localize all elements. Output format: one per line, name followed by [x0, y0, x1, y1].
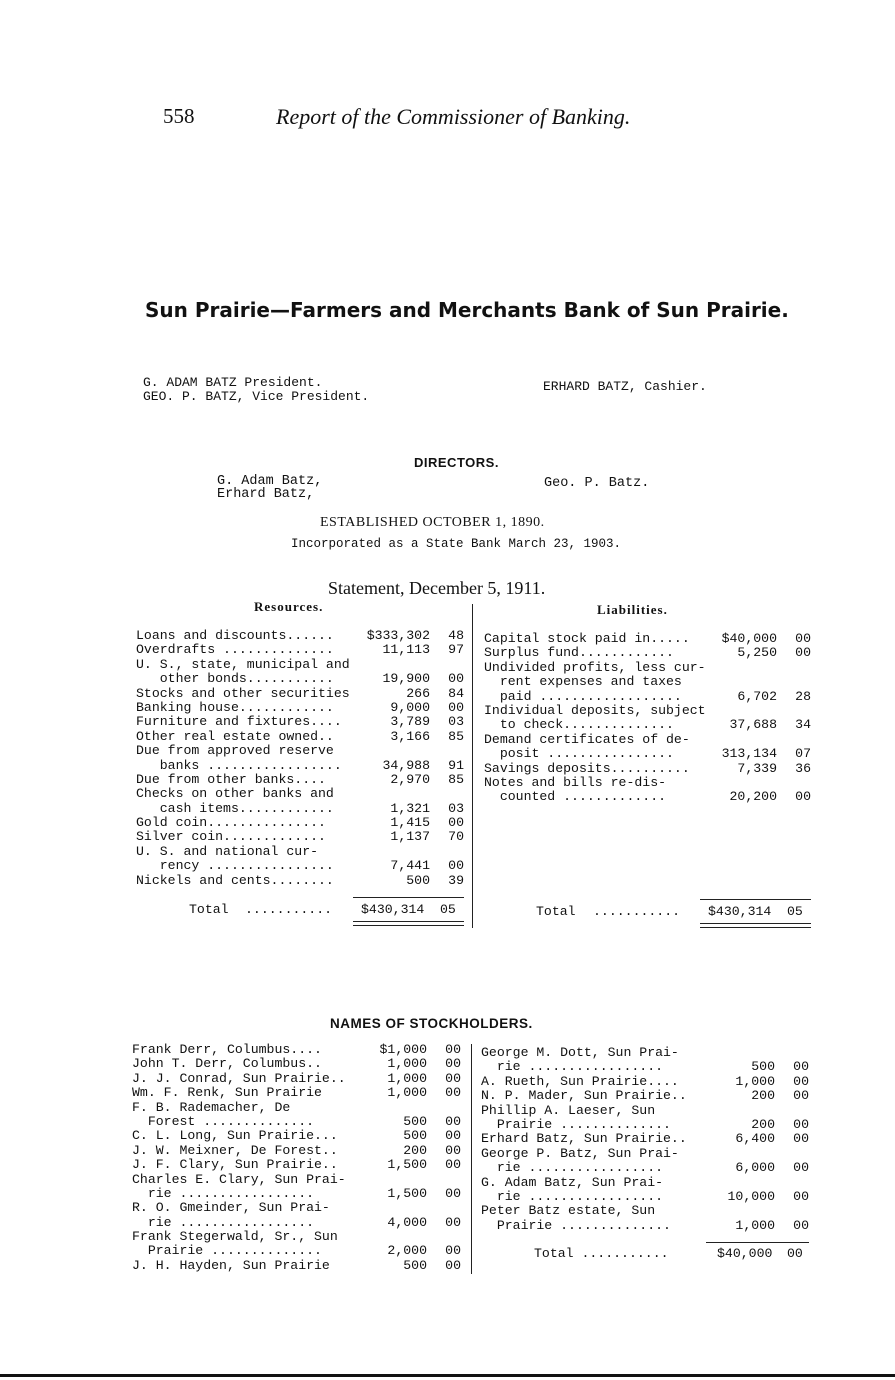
stockholder-row-dollars: 500	[403, 1113, 427, 1129]
resource-row-label: Due from approved reserve	[136, 743, 334, 759]
stockholders-column-divider	[471, 1044, 472, 1274]
stockholder-row	[132, 1216, 461, 1230]
liability-row-cents: 00	[795, 789, 811, 805]
resource-row-label: Checks on other banks and	[136, 786, 334, 802]
stockholder-row-cents: 00	[793, 1160, 809, 1176]
liability-row	[484, 661, 811, 675]
liability-row	[484, 690, 811, 704]
officer-president: G. ADAM BATZ President.	[143, 375, 323, 390]
resources-total-cents: 05	[440, 902, 456, 917]
stockholder-row	[132, 1173, 461, 1187]
liability-row	[484, 747, 811, 761]
liability-row-dollars: 313,134	[721, 746, 777, 762]
liability-row-label: to check..............	[484, 717, 674, 733]
established-line: ESTABLISHED OCTOBER 1, 1890.	[320, 515, 545, 530]
resource-row	[136, 629, 464, 643]
officer-cashier: ERHARD BATZ, Cashier.	[543, 379, 707, 394]
liability-row	[484, 733, 811, 747]
stockholder-row-cents: 00	[445, 1070, 461, 1086]
resource-row-label: other bonds...........	[136, 671, 334, 687]
liability-row	[484, 646, 811, 660]
stockholder-row-label: John T. Derr, Columbus..	[132, 1056, 322, 1072]
stockholder-row-label: Charles E. Clary, Sun Prai-	[132, 1171, 346, 1187]
resource-row-dollars: 1,321	[390, 800, 430, 816]
stockholder-row-label: A. Rueth, Sun Prairie....	[481, 1073, 679, 1089]
stockholder-row-label: J. F. Clary, Sun Prairie..	[132, 1157, 338, 1173]
resource-row-cents: 39	[448, 872, 464, 888]
stockholder-row-cents: 00	[445, 1142, 461, 1158]
stockholder-row	[132, 1101, 461, 1115]
liability-row	[484, 718, 811, 732]
resource-row-cents: 00	[448, 699, 464, 715]
stockholder-row-cents: 00	[445, 1157, 461, 1173]
stockholder-row	[132, 1259, 461, 1273]
stockholder-row-cents: 00	[793, 1188, 809, 1204]
resource-row-cents: 03	[448, 714, 464, 730]
liability-row-label: counted .............	[484, 789, 667, 805]
stockholder-row-label: rie .................	[132, 1185, 315, 1201]
stockholder-row-cents: 00	[445, 1042, 461, 1057]
liability-row-label: Demand certificates of de-	[484, 731, 690, 747]
liability-row-dollars: 7,339	[737, 760, 777, 776]
director-left-2: Erhard Batz,	[217, 487, 315, 502]
resource-row-cents: 91	[448, 757, 464, 773]
resource-row-dollars: 3,166	[390, 728, 430, 744]
incorporated-line: Incorporated as a State Bank March 23, 1903.	[291, 537, 622, 551]
liability-row-label: posit ................	[484, 746, 674, 762]
resource-row-cents: 84	[448, 685, 464, 701]
resource-row-dollars: 1,415	[390, 815, 430, 831]
stockholder-row	[481, 1204, 809, 1218]
liabilities-total-dollars: $430,314	[708, 904, 772, 919]
resource-row-dollars: 1,137	[390, 829, 430, 845]
stockholder-row	[481, 1104, 809, 1118]
resource-row	[136, 715, 464, 729]
stockholder-row-dollars: 500	[751, 1059, 775, 1075]
resource-row	[136, 744, 464, 758]
stockholder-row-label: N. P. Mader, Sun Prairie..	[481, 1088, 687, 1104]
stockholder-row-label: Erhard Batz, Sun Prairie..	[481, 1131, 687, 1147]
stockholder-row-label: J. W. Meixner, De Forest..	[132, 1142, 338, 1158]
resource-row-label: Gold coin...............	[136, 815, 326, 831]
stockholder-row	[481, 1075, 809, 1089]
resource-row	[136, 759, 464, 773]
stockholder-row	[132, 1201, 461, 1215]
stockholder-row	[132, 1187, 461, 1201]
resource-row	[136, 874, 464, 888]
director-right: Geo. P. Batz.	[544, 476, 650, 491]
stockholder-row-label: Prairie ..............	[481, 1116, 671, 1132]
liability-row-dollars: $40,000	[721, 631, 777, 646]
stockholder-row-dollars: 200	[403, 1142, 427, 1158]
stockholder-row-dollars: 1,000	[387, 1056, 427, 1072]
stockholders-total-rule	[706, 1242, 809, 1243]
resource-row-cents: 85	[448, 728, 464, 744]
resource-row	[136, 787, 464, 801]
stockholder-row-label: rie .................	[481, 1188, 664, 1204]
stockholder-row	[481, 1190, 809, 1204]
stockholder-row	[132, 1158, 461, 1172]
stockholder-row-cents: 00	[793, 1073, 809, 1089]
stockholder-row-label: Prairie ..............	[132, 1243, 322, 1259]
resource-row-dollars: 500	[406, 872, 430, 888]
resource-row-label: Banking house............	[136, 699, 334, 715]
stockholders-total-dollars: $40,000	[717, 1246, 773, 1261]
stockholder-row-dollars: 1,000	[387, 1070, 427, 1086]
resource-row-label: Furniture and fixtures....	[136, 714, 342, 730]
stockholder-row-label: R. O. Gmeinder, Sun Prai-	[132, 1200, 330, 1216]
stockholder-row	[132, 1072, 461, 1086]
resource-row	[136, 845, 464, 859]
resource-row-dollars: 34,988	[382, 757, 430, 773]
liability-row-label: Capital stock paid in.....	[484, 631, 690, 646]
statement-column-divider	[472, 604, 473, 928]
resource-row	[136, 859, 464, 873]
stockholder-row-label: J. J. Conrad, Sun Prairie..	[132, 1070, 346, 1086]
liability-row-cents: 28	[795, 688, 811, 704]
resource-row-label: Other real estate owned..	[136, 728, 334, 744]
resource-row-label: Loans and discounts......	[136, 628, 334, 643]
resources-total-double-rule	[353, 921, 464, 926]
liability-row-label: rent expenses and taxes	[484, 674, 682, 690]
statement-title: Statement, December 5, 1911.	[328, 578, 546, 598]
stockholder-row-label: George M. Dott, Sun Prai-	[481, 1045, 679, 1060]
officer-vice-president: GEO. P. BATZ, Vice President.	[143, 389, 370, 404]
resource-row-dollars: $333,302	[366, 628, 430, 643]
resource-row-cents: 85	[448, 771, 464, 787]
stockholders-heading: NAMES OF STOCKHOLDERS.	[330, 1016, 533, 1031]
stockholder-row-cents: 00	[793, 1131, 809, 1147]
stockholder-row-cents: 00	[445, 1128, 461, 1144]
liability-row-label: Surplus fund............	[484, 645, 674, 661]
stockholder-row	[132, 1244, 461, 1258]
resource-row-label: Silver coin.............	[136, 829, 326, 845]
resource-row	[136, 730, 464, 744]
stockholder-row	[481, 1046, 809, 1060]
stockholders-total-cents: 00	[787, 1246, 803, 1261]
resource-row-dollars: 7,441	[390, 858, 430, 874]
stockholder-row-dollars: 6,400	[735, 1131, 775, 1147]
resources-heading: Resources.	[254, 599, 324, 614]
resources-total-leader: ...........	[245, 902, 333, 917]
liability-row	[484, 675, 811, 689]
liability-row-cents: 36	[795, 760, 811, 776]
resource-row-dollars: 9,000	[390, 699, 430, 715]
resource-row-cents: 03	[448, 800, 464, 816]
stockholder-row	[481, 1161, 809, 1175]
liabilities-heading: Liabilities.	[597, 602, 668, 617]
stockholder-row-dollars: 4,000	[387, 1214, 427, 1230]
stockholder-row-label: Phillip A. Laeser, Sun	[481, 1102, 656, 1118]
stockholder-row	[132, 1144, 461, 1158]
liability-row-label: Notes and bills re-dis-	[484, 774, 667, 790]
resource-row	[136, 701, 464, 715]
stockholder-row-dollars: 1,500	[387, 1185, 427, 1201]
stockholder-row-label: J. H. Hayden, Sun Prairie	[132, 1257, 330, 1273]
stockholder-row-cents: 00	[793, 1059, 809, 1075]
liability-row-label: Undivided profits, less cur-	[484, 659, 706, 675]
stockholder-row-cents: 00	[445, 1214, 461, 1230]
resource-row	[136, 816, 464, 830]
liability-row-dollars: 20,200	[729, 789, 777, 805]
stockholder-row-label: George P. Batz, Sun Prai-	[481, 1145, 679, 1161]
liability-row-label: Savings deposits..........	[484, 760, 690, 776]
stockholder-row-dollars: 1,000	[735, 1073, 775, 1089]
resources-total-dollars: $430,314	[361, 902, 425, 917]
stockholder-row-dollars: 200	[751, 1088, 775, 1104]
resource-row-dollars: 19,900	[382, 671, 430, 687]
stockholder-row-label: Frank Derr, Columbus....	[132, 1042, 322, 1057]
liability-row-dollars: 37,688	[729, 717, 777, 733]
resource-row-label: rency ................	[136, 858, 334, 874]
stockholders-left-list	[132, 1043, 461, 1273]
stockholder-row-cents: 00	[793, 1217, 809, 1233]
stockholder-row-dollars: 1,000	[735, 1217, 775, 1233]
stockholder-row	[481, 1132, 809, 1146]
resources-table	[136, 629, 464, 888]
resource-row-label: Overdrafts ..............	[136, 642, 334, 658]
stockholder-row-dollars: 500	[403, 1257, 427, 1273]
resource-row-label: U. S. and national cur-	[136, 843, 319, 859]
stockholder-row	[481, 1219, 809, 1233]
stockholder-row-dollars: 2,000	[387, 1243, 427, 1259]
resource-row	[136, 687, 464, 701]
stockholder-row-cents: 00	[445, 1257, 461, 1273]
stockholder-row	[132, 1086, 461, 1100]
liability-row	[484, 632, 811, 646]
liabilities-total-cents: 05	[787, 904, 803, 919]
resource-row	[136, 658, 464, 672]
resource-row-cents: 00	[448, 858, 464, 874]
resource-row-label: Nickels and cents........	[136, 872, 334, 888]
stockholder-row-label: Frank Stegerwald, Sr., Sun	[132, 1229, 338, 1245]
stockholder-row	[481, 1118, 809, 1132]
resource-row-dollars: 11,113	[382, 642, 430, 658]
stockholder-row-dollars: 1,500	[387, 1157, 427, 1173]
resource-row	[136, 672, 464, 686]
stockholder-row-label: rie .................	[481, 1160, 664, 1176]
resource-row-cents: 00	[448, 815, 464, 831]
stockholder-row-label: C. L. Long, Sun Prairie...	[132, 1128, 338, 1144]
liabilities-total-leader: ...........	[593, 904, 681, 919]
stockholder-row	[132, 1115, 461, 1129]
stockholder-row-cents: 00	[793, 1088, 809, 1104]
liabilities-table	[484, 632, 811, 805]
stockholder-row-label: G. Adam Batz, Sun Prai-	[481, 1174, 664, 1190]
resource-row-dollars: 2,970	[390, 771, 430, 787]
resource-row-label: Stocks and other securities	[136, 685, 350, 701]
stockholder-row-cents: 00	[445, 1085, 461, 1101]
stockholder-row-label: rie .................	[481, 1059, 664, 1075]
stockholder-row-label: Peter Batz estate, Sun	[481, 1203, 656, 1219]
running-title: Report of the Commissioner of Banking.	[276, 104, 631, 129]
stockholder-row	[132, 1129, 461, 1143]
stockholder-row-dollars: 1,000	[387, 1085, 427, 1101]
liabilities-total-rule	[700, 899, 811, 900]
liability-row	[484, 704, 811, 718]
liability-row-cents: 00	[795, 645, 811, 661]
liability-row-dollars: 6,702	[737, 688, 777, 704]
stockholder-row-dollars: $1,000	[379, 1042, 427, 1057]
stockholder-row-dollars: 500	[403, 1128, 427, 1144]
stockholder-row	[481, 1089, 809, 1103]
resource-row-cents: 70	[448, 829, 464, 845]
resource-row-cents: 00	[448, 671, 464, 687]
resource-row	[136, 773, 464, 787]
resource-row-label: Due from other banks....	[136, 771, 326, 787]
stockholder-row	[132, 1230, 461, 1244]
stockholder-row-dollars: 200	[751, 1116, 775, 1132]
stockholder-row-label: Wm. F. Renk, Sun Prairie	[132, 1085, 322, 1101]
liability-row	[484, 790, 811, 804]
liability-row	[484, 776, 811, 790]
stockholder-row-cents: 00	[793, 1116, 809, 1132]
stockholder-row-dollars: 6,000	[735, 1160, 775, 1176]
resource-row	[136, 830, 464, 844]
resource-row-dollars: 266	[406, 685, 430, 701]
resources-total-rule	[353, 897, 464, 898]
stockholder-row-dollars: 10,000	[727, 1188, 775, 1204]
liability-row-cents: 00	[795, 631, 811, 646]
liabilities-total-label: Total	[536, 904, 576, 919]
resource-row	[136, 802, 464, 816]
resource-row-cents: 48	[448, 628, 464, 643]
director-left-1: G. Adam Batz,	[217, 474, 323, 489]
resource-row	[136, 643, 464, 657]
directors-heading: DIRECTORS.	[414, 455, 499, 470]
liability-row-dollars: 5,250	[737, 645, 777, 661]
stockholder-row-cents: 00	[445, 1056, 461, 1072]
stockholder-row-label: Forest ..............	[132, 1113, 315, 1129]
page-bottom-edge	[0, 1374, 895, 1377]
liability-row-cents: 07	[795, 746, 811, 762]
stockholder-row	[481, 1176, 809, 1190]
liabilities-total-double-rule	[700, 923, 811, 928]
page-number: 558	[163, 104, 195, 128]
liability-row-label: paid ..................	[484, 688, 682, 704]
resource-row-label: cash items............	[136, 800, 334, 816]
stockholder-row-label: Prairie ..............	[481, 1217, 671, 1233]
stockholder-row-cents: 00	[445, 1243, 461, 1259]
bank-title: Sun Prairie—Farmers and Merchants Bank of Sun Prairie.	[145, 298, 789, 322]
liability-row	[484, 762, 811, 776]
stockholders-total-label: Total ...........	[534, 1246, 669, 1261]
stockholder-row-label: rie .................	[132, 1214, 315, 1230]
stockholder-row-cents: 00	[445, 1113, 461, 1129]
stockholders-right-list	[481, 1046, 809, 1233]
resource-row-cents: 97	[448, 642, 464, 658]
resource-row-label: banks .................	[136, 757, 342, 773]
stockholder-row	[481, 1060, 809, 1074]
stockholder-row	[481, 1147, 809, 1161]
resources-total-label: Total	[189, 902, 229, 917]
liability-row-label: Individual deposits, subject	[484, 702, 706, 718]
liability-row-cents: 34	[795, 717, 811, 733]
stockholder-row-label: F. B. Rademacher, De	[132, 1099, 291, 1115]
stockholder-row-cents: 00	[445, 1185, 461, 1201]
resource-row-label: U. S., state, municipal and	[136, 656, 350, 672]
stockholder-row	[132, 1057, 461, 1071]
stockholder-row	[132, 1043, 461, 1057]
resource-row-dollars: 3,789	[390, 714, 430, 730]
